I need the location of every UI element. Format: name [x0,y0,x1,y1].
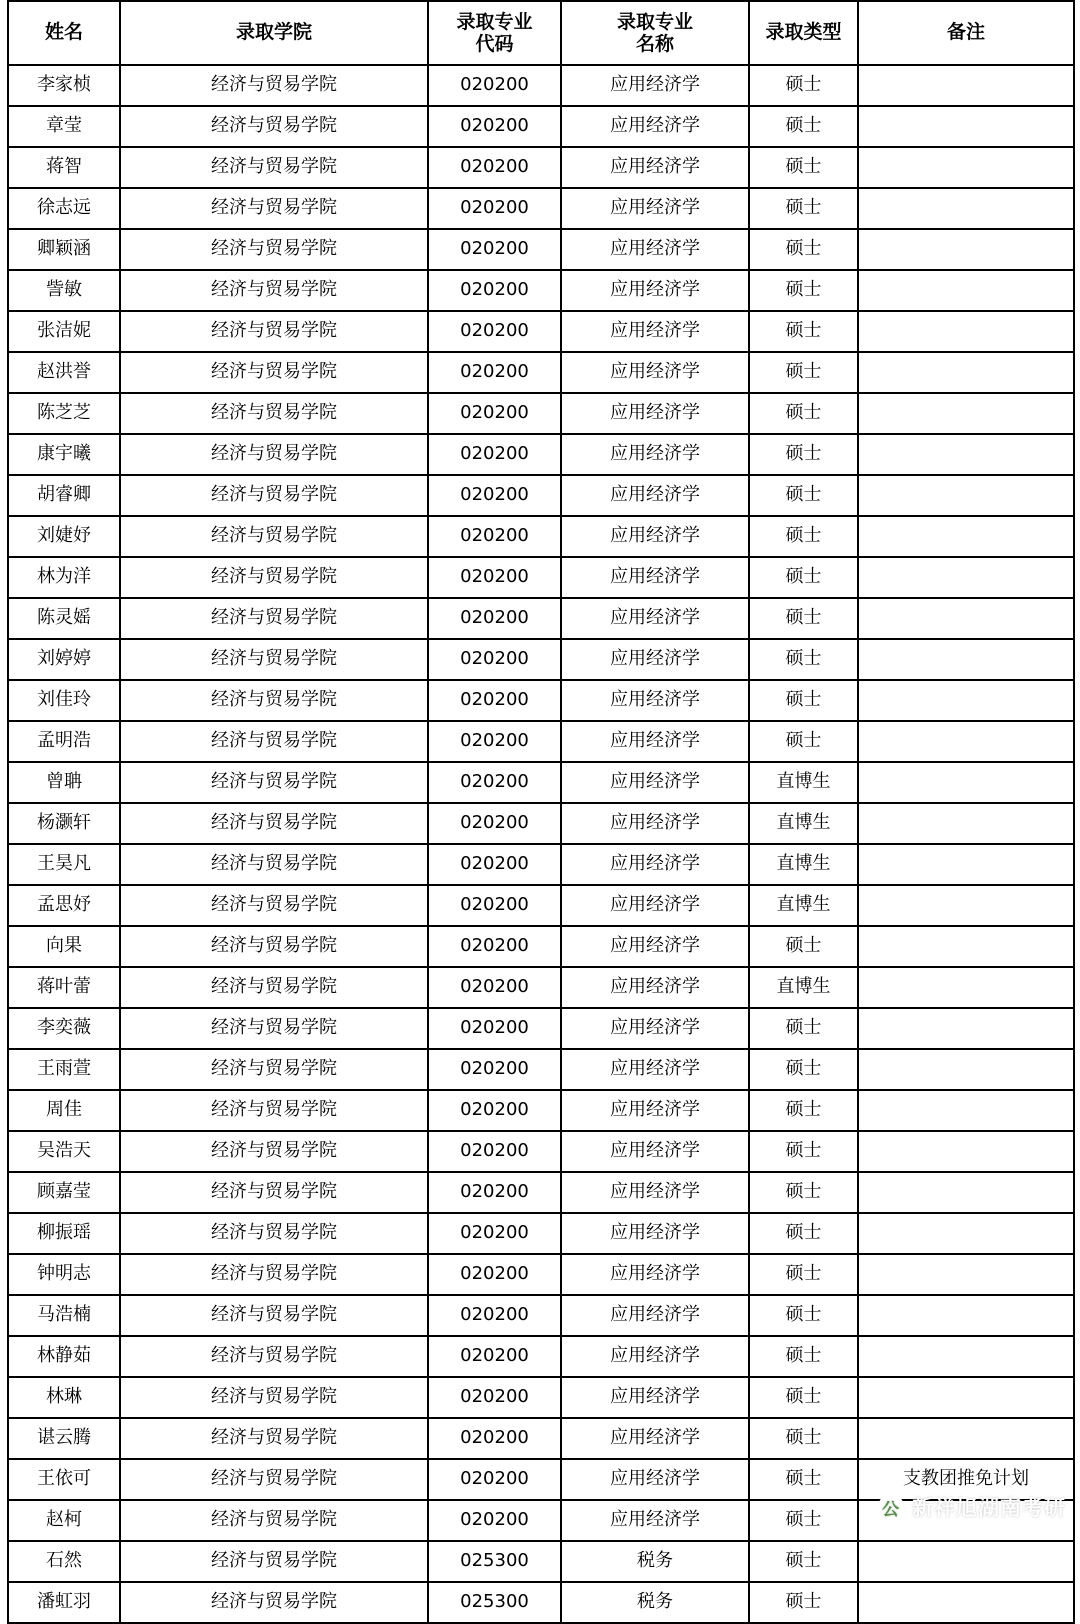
cell-major-code: 020200 [428,1008,561,1049]
cell-major-code: 020200 [428,311,561,352]
cell-college: 经济与贸易学院 [120,106,428,147]
cell-admission-type: 硕士 [749,311,858,352]
cell-college: 经济与贸易学院 [120,1377,428,1418]
table-row [8,557,1074,598]
cell-major-name: 应用经济学 [561,844,749,885]
cell-college: 经济与贸易学院 [120,680,428,721]
table-row [8,885,1074,926]
cell-major-name: 应用经济学 [561,106,749,147]
cell-major-name: 应用经济学 [561,1377,749,1418]
cell-name: 康宇曦 [8,434,120,475]
cell-college: 经济与贸易学院 [120,147,428,188]
table-row [8,926,1074,967]
cell-college: 经济与贸易学院 [120,188,428,229]
cell-major-name: 税务 [561,1541,749,1582]
cell-note [858,147,1074,188]
cell-note [858,188,1074,229]
cell-note [858,1090,1074,1131]
cell-major-name: 应用经济学 [561,1295,749,1336]
cell-note [858,1049,1074,1090]
cell-major-code: 020200 [428,1254,561,1295]
table-row [8,1254,1074,1295]
cell-note: 支教团推免计划 [858,1459,1074,1500]
cell-major-name: 应用经济学 [561,639,749,680]
cell-note [858,1254,1074,1295]
column-header-major-name [561,1,749,65]
cell-major-name: 应用经济学 [561,311,749,352]
cell-major-code: 020200 [428,147,561,188]
table-row [8,1582,1074,1623]
cell-note [858,1295,1074,1336]
table-row [8,65,1074,106]
cell-college: 经济与贸易学院 [120,1459,428,1500]
cell-name: 刘佳玲 [8,680,120,721]
cell-major-code: 020200 [428,885,561,926]
cell-college: 经济与贸易学院 [120,1541,428,1582]
cell-note [858,393,1074,434]
cell-note [858,65,1074,106]
column-header-major-code-line2: 代码 [475,33,514,55]
table-row [8,1131,1074,1172]
cell-college: 经济与贸易学院 [120,844,428,885]
cell-note [858,311,1074,352]
table-row [8,434,1074,475]
table-row [8,1090,1074,1131]
cell-note [858,516,1074,557]
cell-major-code: 020200 [428,1049,561,1090]
cell-admission-type: 硕士 [749,1254,858,1295]
cell-major-name: 应用经济学 [561,65,749,106]
table-row [8,1008,1074,1049]
cell-college: 经济与贸易学院 [120,1336,428,1377]
cell-major-name: 应用经济学 [561,393,749,434]
cell-major-code: 020200 [428,803,561,844]
cell-admission-type: 硕士 [749,1459,858,1500]
cell-name: 柳振瑶 [8,1213,120,1254]
cell-admission-type: 硕士 [749,1582,858,1623]
cell-major-name: 应用经济学 [561,434,749,475]
cell-name: 蒋智 [8,147,120,188]
cell-major-code: 020200 [428,639,561,680]
cell-college: 经济与贸易学院 [120,1090,428,1131]
table-row [8,475,1074,516]
cell-college: 经济与贸易学院 [120,639,428,680]
cell-admission-type: 硕士 [749,1500,858,1541]
cell-admission-type: 硕士 [749,393,858,434]
cell-major-name: 应用经济学 [561,516,749,557]
cell-name: 王昊凡 [8,844,120,885]
admission-table [7,0,1075,1624]
cell-name: 向果 [8,926,120,967]
cell-major-code: 020200 [428,844,561,885]
cell-college: 经济与贸易学院 [120,270,428,311]
cell-major-name: 应用经济学 [561,147,749,188]
column-header-major-code [428,1,561,65]
cell-major-name: 应用经济学 [561,680,749,721]
cell-admission-type: 硕士 [749,639,858,680]
cell-major-name: 应用经济学 [561,885,749,926]
table-row [8,1418,1074,1459]
cell-college: 经济与贸易学院 [120,65,428,106]
table-row [8,229,1074,270]
table-row [8,639,1074,680]
cell-admission-type: 硕士 [749,1418,858,1459]
cell-major-code: 020200 [428,680,561,721]
cell-admission-type: 硕士 [749,434,858,475]
cell-major-name: 应用经济学 [561,1008,749,1049]
cell-college: 经济与贸易学院 [120,393,428,434]
cell-major-name: 应用经济学 [561,352,749,393]
cell-admission-type: 硕士 [749,1541,858,1582]
cell-note [858,434,1074,475]
table-row [8,721,1074,762]
table-row [8,1459,1074,1500]
table-row [8,967,1074,1008]
table-row [8,1336,1074,1377]
cell-note [858,1336,1074,1377]
cell-name: 李家桢 [8,65,120,106]
cell-note [858,1213,1074,1254]
cell-note [858,270,1074,311]
cell-name: 孟思妤 [8,885,120,926]
cell-admission-type: 硕士 [749,475,858,516]
cell-name: 周佳 [8,1090,120,1131]
table-row [8,1172,1074,1213]
cell-major-code: 020200 [428,1131,561,1172]
column-header-admission-type: 录取类型 [749,1,858,65]
cell-college: 经济与贸易学院 [120,1295,428,1336]
cell-note [858,106,1074,147]
cell-admission-type: 硕士 [749,147,858,188]
cell-major-name: 应用经济学 [561,762,749,803]
cell-college: 经济与贸易学院 [120,475,428,516]
cell-major-code: 020200 [428,557,561,598]
cell-major-code: 020200 [428,1500,561,1541]
cell-major-code: 020200 [428,1418,561,1459]
cell-college: 经济与贸易学院 [120,229,428,270]
column-header-major-name-line2: 名称 [635,33,674,55]
cell-name: 陈芝芝 [8,393,120,434]
cell-note [858,229,1074,270]
cell-note [858,1172,1074,1213]
table-row [8,844,1074,885]
cell-major-name: 应用经济学 [561,475,749,516]
cell-name: 胡睿卿 [8,475,120,516]
cell-college: 经济与贸易学院 [120,352,428,393]
cell-college: 经济与贸易学院 [120,1418,428,1459]
cell-college: 经济与贸易学院 [120,1254,428,1295]
cell-college: 经济与贸易学院 [120,721,428,762]
cell-major-code: 020200 [428,65,561,106]
table-row [8,1377,1074,1418]
cell-name: 吴浩天 [8,1131,120,1172]
cell-admission-type: 硕士 [749,1295,858,1336]
cell-major-name: 应用经济学 [561,1418,749,1459]
cell-college: 经济与贸易学院 [120,516,428,557]
cell-major-code: 020200 [428,352,561,393]
cell-admission-type: 硕士 [749,721,858,762]
table-row [8,516,1074,557]
cell-admission-type: 硕士 [749,1049,858,1090]
cell-name: 林为洋 [8,557,120,598]
cell-note [858,639,1074,680]
cell-major-code: 020200 [428,1172,561,1213]
cell-major-name: 应用经济学 [561,1172,749,1213]
cell-admission-type: 硕士 [749,516,858,557]
table-row [8,680,1074,721]
cell-note [858,1131,1074,1172]
cell-name: 顾嘉莹 [8,1172,120,1213]
cell-admission-type: 硕士 [749,229,858,270]
cell-major-code: 020200 [428,106,561,147]
cell-admission-type: 硕士 [749,926,858,967]
table-row [8,598,1074,639]
cell-major-name: 应用经济学 [561,188,749,229]
cell-name: 李奕薇 [8,1008,120,1049]
cell-admission-type: 直博生 [749,762,858,803]
cell-note [858,1500,1074,1541]
cell-major-code: 020200 [428,926,561,967]
cell-major-name: 应用经济学 [561,1336,749,1377]
wechat-badge-icon: 公 [878,1494,904,1520]
cell-note [858,598,1074,639]
cell-note [858,1008,1074,1049]
cell-admission-type: 硕士 [749,1213,858,1254]
cell-major-name: 应用经济学 [561,1254,749,1295]
cell-admission-type: 硕士 [749,1090,858,1131]
cell-note [858,762,1074,803]
table-row [8,762,1074,803]
cell-note [858,926,1074,967]
table-row [8,106,1074,147]
cell-admission-type: 硕士 [749,106,858,147]
cell-major-code: 020200 [428,393,561,434]
cell-admission-type: 硕士 [749,680,858,721]
cell-admission-type: 硕士 [749,65,858,106]
cell-major-code: 020200 [428,1377,561,1418]
cell-major-name: 应用经济学 [561,229,749,270]
cell-name: 潘虹羽 [8,1582,120,1623]
cell-major-code: 020200 [428,475,561,516]
cell-name: 蒋叶蕾 [8,967,120,1008]
cell-admission-type: 硕士 [749,1172,858,1213]
cell-note [858,680,1074,721]
table-row [8,1213,1074,1254]
cell-admission-type: 硕士 [749,598,858,639]
cell-college: 经济与贸易学院 [120,1008,428,1049]
cell-college: 经济与贸易学院 [120,598,428,639]
table-row [8,1049,1074,1090]
cell-name: 孟明浩 [8,721,120,762]
cell-note [858,475,1074,516]
cell-note [858,721,1074,762]
cell-college: 经济与贸易学院 [120,1213,428,1254]
cell-college: 经济与贸易学院 [120,557,428,598]
cell-name: 钟明志 [8,1254,120,1295]
cell-college: 经济与贸易学院 [120,926,428,967]
cell-note [858,885,1074,926]
cell-college: 经济与贸易学院 [120,1172,428,1213]
cell-admission-type: 硕士 [749,1131,858,1172]
cell-college: 经济与贸易学院 [120,1500,428,1541]
cell-major-code: 020200 [428,1459,561,1500]
cell-note [858,1582,1074,1623]
cell-name: 卿颖涵 [8,229,120,270]
cell-major-name: 应用经济学 [561,557,749,598]
cell-note [858,844,1074,885]
cell-major-name: 应用经济学 [561,926,749,967]
cell-college: 经济与贸易学院 [120,885,428,926]
cell-name: 石然 [8,1541,120,1582]
cell-major-name: 应用经济学 [561,803,749,844]
table-row [8,1500,1074,1541]
cell-note [858,1377,1074,1418]
cell-note [858,1418,1074,1459]
cell-major-name: 应用经济学 [561,1131,749,1172]
table-row [8,311,1074,352]
table-row [8,393,1074,434]
cell-name: 徐志远 [8,188,120,229]
cell-admission-type: 硕士 [749,1008,858,1049]
cell-name: 赵柯 [8,1500,120,1541]
cell-admission-type: 硕士 [749,270,858,311]
cell-major-name: 应用经济学 [561,1049,749,1090]
cell-major-name: 应用经济学 [561,270,749,311]
cell-college: 经济与贸易学院 [120,434,428,475]
column-header-college: 录取学院 [120,1,428,65]
cell-major-code: 020200 [428,516,561,557]
table-row [8,147,1074,188]
cell-major-name: 应用经济学 [561,1090,749,1131]
cell-name: 王依可 [8,1459,120,1500]
cell-name: 陈灵媱 [8,598,120,639]
cell-admission-type: 硕士 [749,557,858,598]
cell-college: 经济与贸易学院 [120,762,428,803]
table-body [8,65,1074,1623]
cell-major-code: 020200 [428,434,561,475]
cell-major-name: 应用经济学 [561,1500,749,1541]
cell-admission-type: 直博生 [749,885,858,926]
table-row [8,1295,1074,1336]
cell-major-code: 020200 [428,1336,561,1377]
cell-major-code: 025300 [428,1541,561,1582]
cell-major-code: 020200 [428,270,561,311]
cell-major-name: 应用经济学 [561,598,749,639]
cell-college: 经济与贸易学院 [120,803,428,844]
cell-major-code: 020200 [428,229,561,270]
cell-name: 章莹 [8,106,120,147]
cell-admission-type: 直博生 [749,844,858,885]
cell-major-code: 025300 [428,1582,561,1623]
cell-name: 谌云腾 [8,1418,120,1459]
cell-admission-type: 硕士 [749,352,858,393]
cell-college: 经济与贸易学院 [120,1131,428,1172]
cell-college: 经济与贸易学院 [120,967,428,1008]
cell-college: 经济与贸易学院 [120,1049,428,1090]
cell-major-code: 020200 [428,1213,561,1254]
cell-name: 曾聃 [8,762,120,803]
cell-major-code: 020200 [428,762,561,803]
cell-major-code: 020200 [428,1295,561,1336]
cell-name: 刘婕妤 [8,516,120,557]
column-header-major-code-line1: 录取专业 [456,10,533,33]
cell-name: 马浩楠 [8,1295,120,1336]
cell-name: 赵洪誉 [8,352,120,393]
table-row [8,188,1074,229]
cell-major-code: 020200 [428,967,561,1008]
cell-admission-type: 硕士 [749,1336,858,1377]
cell-name: 林琳 [8,1377,120,1418]
cell-major-name: 应用经济学 [561,1459,749,1500]
cell-note [858,803,1074,844]
cell-major-code: 020200 [428,721,561,762]
cell-major-code: 020200 [428,598,561,639]
cell-major-name: 应用经济学 [561,967,749,1008]
cell-college: 经济与贸易学院 [120,1582,428,1623]
column-header-major-name-line1: 录取专业 [616,10,693,33]
table-row [8,803,1074,844]
cell-name: 訾敏 [8,270,120,311]
table-header [8,1,1074,65]
cell-major-code: 020200 [428,1090,561,1131]
column-header-name: 姓名 [8,1,120,65]
cell-admission-type: 硕士 [749,1377,858,1418]
cell-major-code: 020200 [428,188,561,229]
cell-name: 刘婷婷 [8,639,120,680]
cell-name: 王雨萱 [8,1049,120,1090]
cell-admission-type: 硕士 [749,188,858,229]
cell-admission-type: 直博生 [749,967,858,1008]
table-header-row [8,1,1074,65]
table-row [8,352,1074,393]
cell-admission-type: 直博生 [749,803,858,844]
cell-major-name: 应用经济学 [561,1213,749,1254]
table-row [8,270,1074,311]
cell-note [858,557,1074,598]
watermark-text: 新祥旭湖南考研 [912,1496,1066,1520]
column-header-note: 备注 [858,1,1074,65]
cell-name: 杨灏轩 [8,803,120,844]
cell-major-name: 应用经济学 [561,721,749,762]
cell-note [858,967,1074,1008]
cell-note [858,352,1074,393]
cell-name: 林静茹 [8,1336,120,1377]
cell-name: 张洁妮 [8,311,120,352]
cell-major-name: 税务 [561,1582,749,1623]
cell-college: 经济与贸易学院 [120,311,428,352]
